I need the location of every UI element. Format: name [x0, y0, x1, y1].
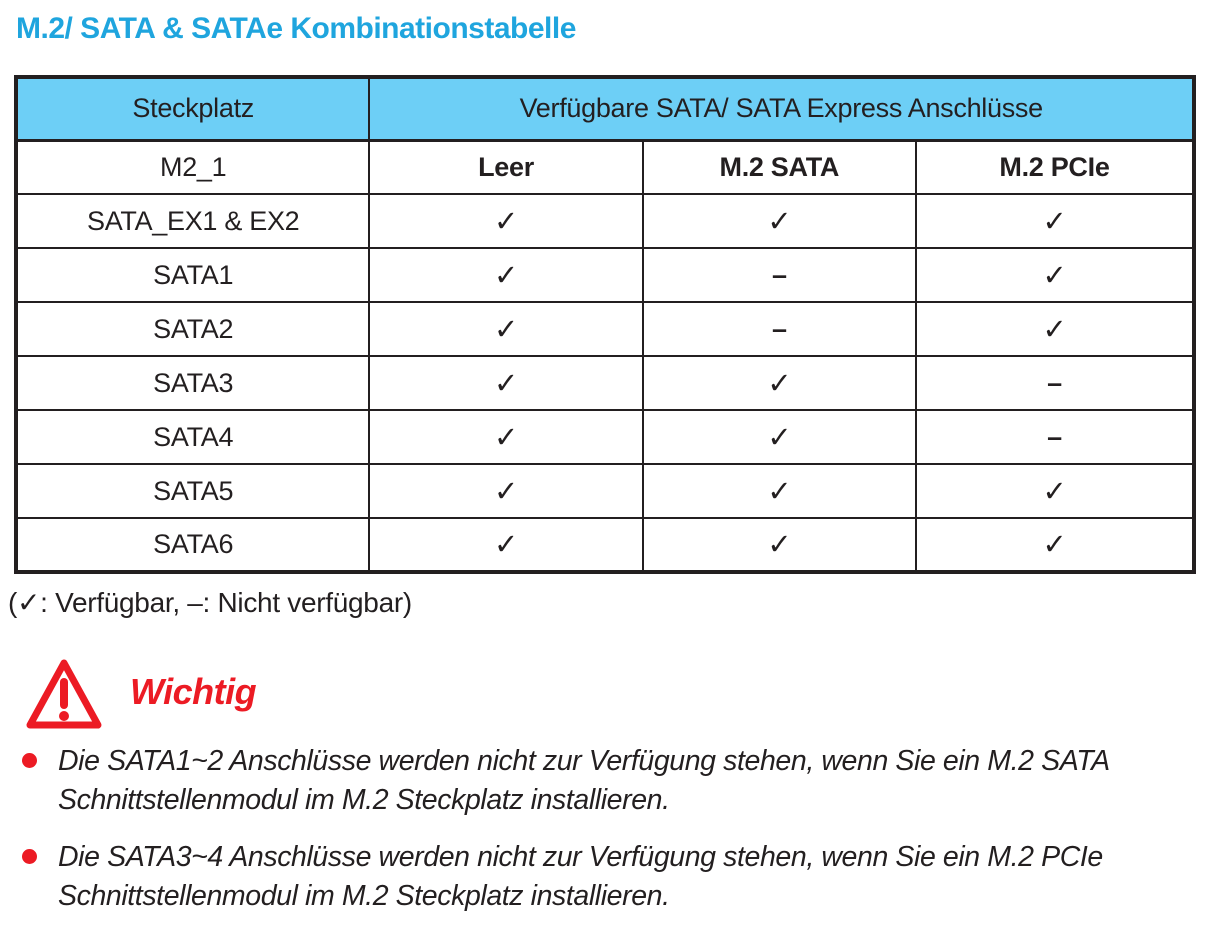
- warning-header: [24, 655, 256, 733]
- availability-mark: ✓: [916, 302, 1194, 356]
- cell-m2-slot-label: M2_1: [16, 140, 369, 194]
- table-legend: (✓: Verfügbar, –: Nicht verfügbar): [8, 587, 412, 618]
- availability-mark: ✓: [916, 248, 1194, 302]
- row-label: SATA4: [16, 410, 369, 464]
- bullet-icon: [22, 753, 37, 768]
- table-row: [16, 356, 1194, 410]
- table-row: [16, 194, 1194, 248]
- availability-mark: ✓: [916, 518, 1194, 572]
- availability-mark: ✓: [369, 194, 642, 248]
- table-row: [16, 464, 1194, 518]
- availability-mark: –: [643, 302, 916, 356]
- availability-mark: ✓: [369, 356, 642, 410]
- bullet-icon: [22, 849, 37, 864]
- row-label: SATA2: [16, 302, 369, 356]
- table-row: [16, 302, 1194, 356]
- availability-mark: ✓: [643, 518, 916, 572]
- warning-title: Wichtig: [130, 671, 257, 712]
- subheader-cell-m2-sata: M.2 SATA: [643, 140, 916, 194]
- page-title: M.2/ SATA & SATAe Kombinationstabelle: [16, 12, 576, 45]
- availability-mark: ✓: [643, 356, 916, 410]
- row-label: SATA_EX1 & EX2: [16, 194, 369, 248]
- subheader-cell-leer: Leer: [369, 140, 642, 194]
- table-header-row: [16, 77, 1194, 140]
- warning-note-item: [20, 742, 1210, 821]
- header-cell-available-connectors: Verfügbare SATA/ SATA Express Anschlüsse: [369, 77, 1194, 140]
- availability-mark: ✓: [643, 410, 916, 464]
- row-label: SATA1: [16, 248, 369, 302]
- availability-mark: –: [916, 410, 1194, 464]
- availability-mark: ✓: [369, 518, 642, 572]
- row-label: SATA5: [16, 464, 369, 518]
- warning-note-text: Die SATA3~4 Anschlüsse werden nicht zur Verfügung stehen, wenn Sie ein M.2 PCIe Schnittstellenmodul im M.2 Steckplatz installieren.: [58, 840, 1103, 912]
- row-label: SATA6: [16, 518, 369, 572]
- availability-mark: ✓: [369, 464, 642, 518]
- header-cell-steckplatz: Steckplatz: [16, 77, 369, 140]
- row-label: SATA3: [16, 356, 369, 410]
- subheader-cell-m2-pcie: M.2 PCIe: [916, 140, 1194, 194]
- warning-triangle-icon: [24, 655, 104, 733]
- warning-note-text: Die SATA1~2 Anschlüsse werden nicht zur Verfügung stehen, wenn Sie ein M.2 SATA Schnittstellenmodul im M.2 Steckplatz installieren.: [58, 745, 1109, 817]
- table-row: [16, 248, 1194, 302]
- availability-mark: –: [916, 356, 1194, 410]
- availability-mark: –: [643, 248, 916, 302]
- table-subheader-row: [16, 140, 1194, 194]
- warning-notes-list: [20, 742, 1210, 933]
- combination-table: [14, 75, 1196, 574]
- availability-mark: ✓: [369, 248, 642, 302]
- availability-mark: ✓: [916, 194, 1194, 248]
- availability-mark: ✓: [369, 302, 642, 356]
- table-row: [16, 518, 1194, 572]
- availability-mark: ✓: [643, 194, 916, 248]
- availability-mark: ✓: [369, 410, 642, 464]
- warning-note-item: [20, 838, 1210, 917]
- table-row: [16, 410, 1194, 464]
- availability-mark: ✓: [916, 464, 1194, 518]
- availability-mark: ✓: [643, 464, 916, 518]
